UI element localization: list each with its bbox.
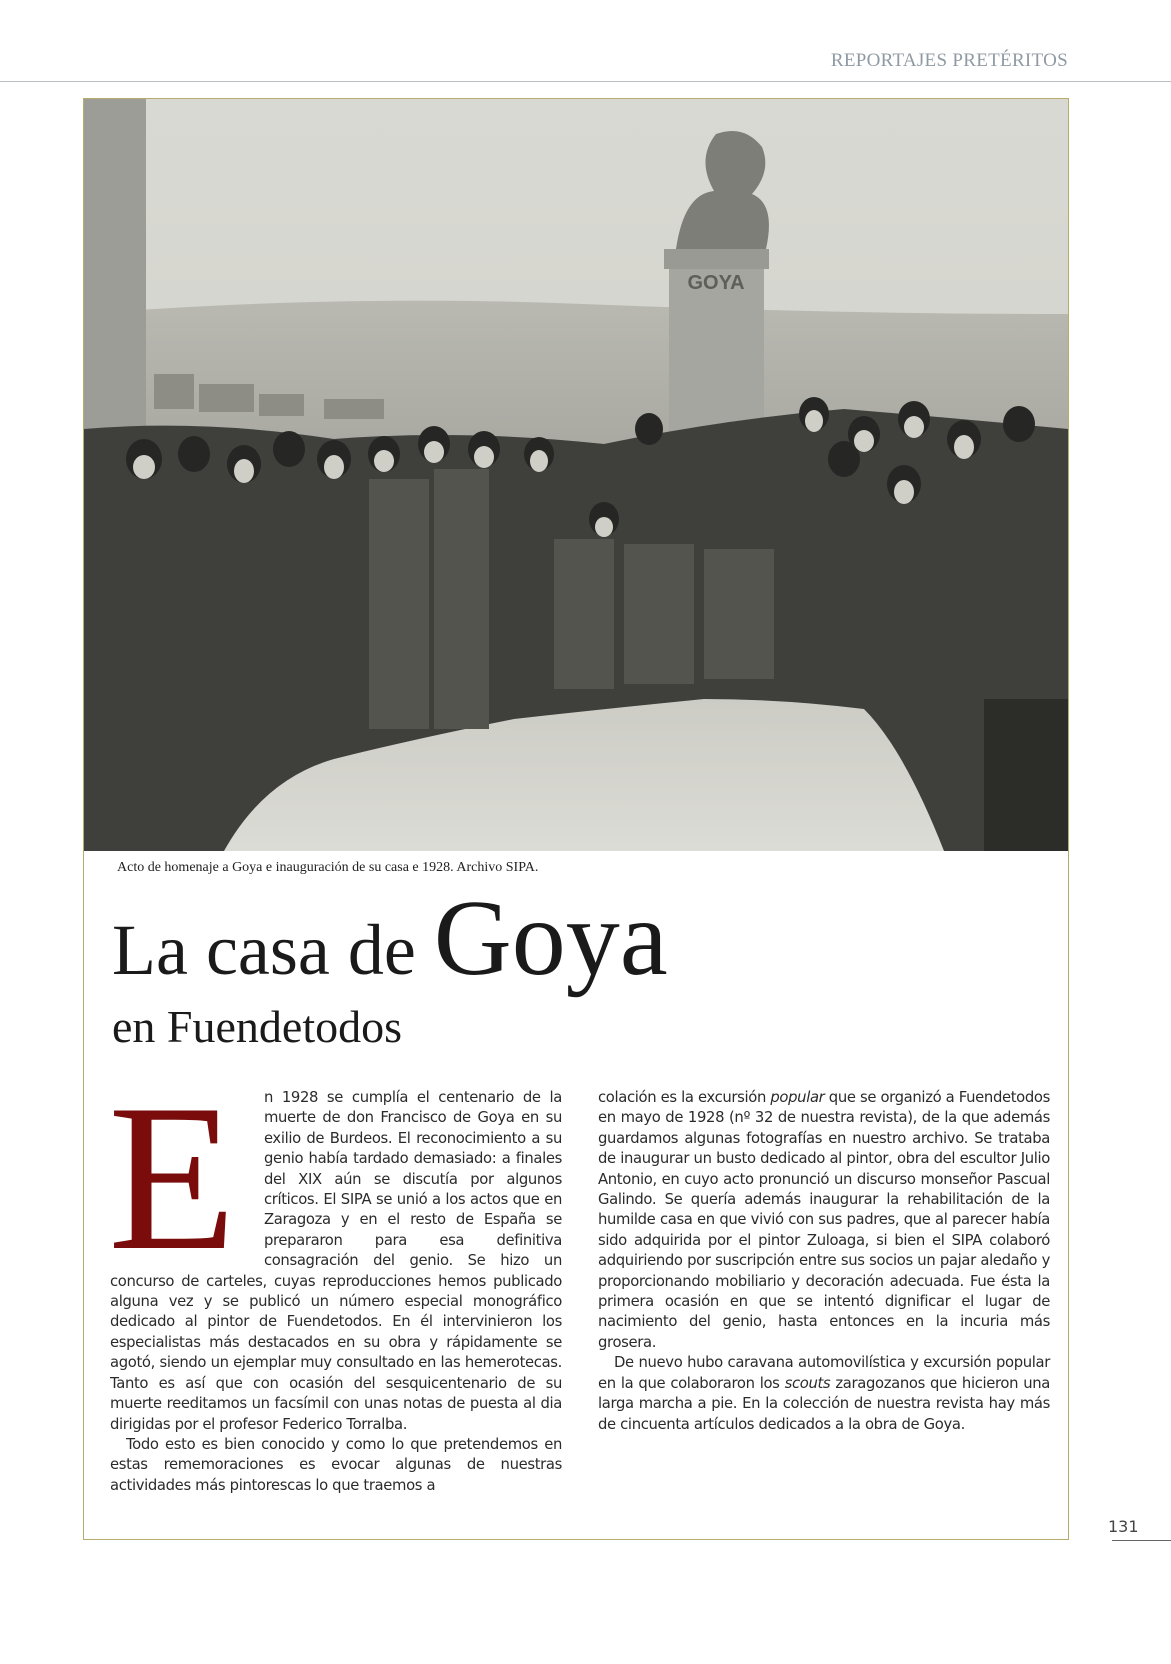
title-part1: La casa de [112, 910, 434, 990]
monument-inscription: GOYA [687, 272, 745, 294]
text-run: De nuevo hubo caravana automovilística y excursión popular en la que colaboraron los [598, 1354, 1050, 1392]
paragraph [598, 1088, 1050, 1353]
title-part2: Goya [433, 879, 668, 998]
italic-text: scouts [784, 1374, 831, 1392]
article-subtitle: en Fuendetodos [112, 1001, 403, 1052]
text-run: colación es la excursión [598, 1089, 771, 1106]
paragraph: Todo esto es bien conocido y como lo que pretendemos en estas rememoraciones es evocar algunas de nuestras actividades más pintorescas lo que traemos a [110, 1435, 562, 1494]
photo-caption: Acto de homenaje a Goya e inauguración de su casa e 1928. Archivo SIPA. [117, 860, 539, 875]
article-title [112, 879, 668, 998]
page-number: 131 [1108, 1517, 1139, 1536]
header-rule [0, 81, 1171, 82]
page-number-rule [1112, 1540, 1171, 1541]
paragraph [598, 1353, 1050, 1435]
text-run: zaragozanos que hicieron una larga marcha a pie. En la colección de nuestra revista hay más de cincuenta artículos dedicados a la obra de Goya. [598, 1374, 1050, 1433]
article-column-right [598, 1088, 1050, 1435]
section-running-head: REPORTAJES PRETÉRITOS [830, 50, 1068, 71]
text-run: que se organizó a Fuendetodos en mayo de 1928 (nº 32 de nuestra revista), de la que además guardamos algunas fotografías en nuestro archivo. Se trataba de inaugurar un busto dedicado al pintor, obra del escultor Julio Antonio, en cuyo acto pronunció un discurso monseñor Pascual Galindo. Se quería además inaugurar la rehabilitación de la humilde casa en que vivió con sus padres, que al parecer había sido adquirida por el pintor Zuloaga, si bien el SIPA colaboró adquiriendo por suscripción entre sus socios un pajar aledaño y proporcionando mobiliario y decoración adecuada. Fue ésta la primera ocasión en que se intentó dignificar el lugar de nacimiento del genio, hasta entonces en la incuria más grosera. [598, 1089, 1050, 1351]
archival-photo [84, 99, 1068, 851]
drop-cap: E [108, 1062, 236, 1294]
italic-text: popular [770, 1089, 825, 1106]
photo-illustration [84, 99, 1068, 851]
paragraph: n 1928 se cumplía el centenario de la muerte de don Francisco de Goya en su exilio de Burdeos. El reconocimiento a su genio había tardado demasiado: a finales del XIX aún se discutía por algunos críticos. El SIPA se unió a los actos que en Zaragoza y en el resto de España se prepararon para esa definitiva consagración del genio. Se hizo un concurso de carteles, cuyas reproducciones hemos publicado alguna vez y se publicó un número especial monográfico dedicado al pintor de Fuendetodos. En él intervinieron los especialistas más destacados en su obra y rápidamente se agotó, siendo un ejemplar muy consultado en las hemerotecas. Tanto es así que con ocasión del sesquicentenario de su muerte reeditamos un facsímil con unas notas de puesta al dia dirigidas por el profesor Federico Torralba. [110, 1089, 562, 1433]
article-column-left [108, 1062, 562, 1496]
